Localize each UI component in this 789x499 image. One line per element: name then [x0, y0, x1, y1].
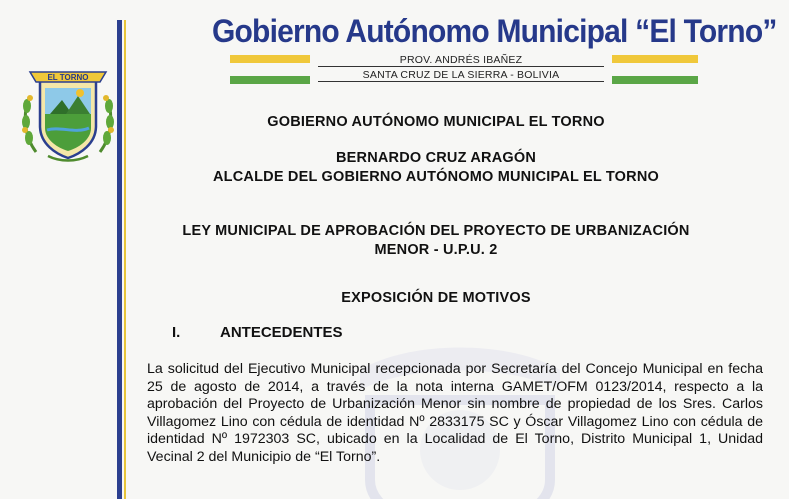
yellow-band-right [612, 55, 698, 63]
mayor-title: ALCALDE DEL GOBIERNO AUTÓNOMO MUNICIPAL EL TORNO [213, 169, 659, 185]
municipality-name-title: Gobierno Autónomo Municipal “El Torno” [212, 14, 777, 50]
header-divider-top [318, 66, 604, 67]
left-border-blue [117, 20, 122, 499]
green-band-left [230, 76, 310, 84]
municipal-seal-logo [20, 56, 116, 162]
government-heading: GOBIERNO AUTÓNOMO MUNICIPAL EL TORNO [267, 114, 605, 130]
section-title: EXPOSICIÓN DE MOTIVOS [341, 290, 531, 306]
antecedentes-paragraph: La solicitud del Ejecutivo Municipal recepcionada por Secretaría del Concejo Municipal en fecha 25 de agosto de 2014, a través de la nota interna GAMET/OFM 0123/2014, respecto a la aprobación del Proyecto de Urbanización Menor sin nombre de propiedad de los Sres. Carlos Villagomez Lino con cédula de identidad Nº 2833175 SC y Óscar Villagomez Lino con cédula de identidad Nº 1972303 SC, ubicado en la Localidad de El Torno, Distrito Municipal 1, Unidad Vecinal 2 del Municipio de “El Torno”. [147, 361, 763, 465]
left-border-yellow [124, 20, 126, 499]
heading-number: I. [172, 324, 181, 341]
seal-label: EL TORNO [47, 73, 89, 82]
yellow-band-left [230, 55, 310, 63]
green-band-right [612, 76, 698, 84]
location-line: SANTA CRUZ DE LA SIERRA - BOLIVIA [362, 69, 560, 81]
header-divider-bottom [318, 81, 604, 82]
province-line: PROV. ANDRÉS IBAÑEZ [399, 54, 523, 66]
law-title-line-2: MENOR - U.P.U. 2 [374, 242, 498, 258]
mayor-name: BERNARDO CRUZ ARAGÓN [335, 150, 536, 166]
heading-antecedentes: ANTECEDENTES [220, 324, 343, 341]
law-title-line-1: LEY MUNICIPAL DE APROBACIÓN DEL PROYECTO DE URBANIZACIÓN [182, 223, 690, 239]
